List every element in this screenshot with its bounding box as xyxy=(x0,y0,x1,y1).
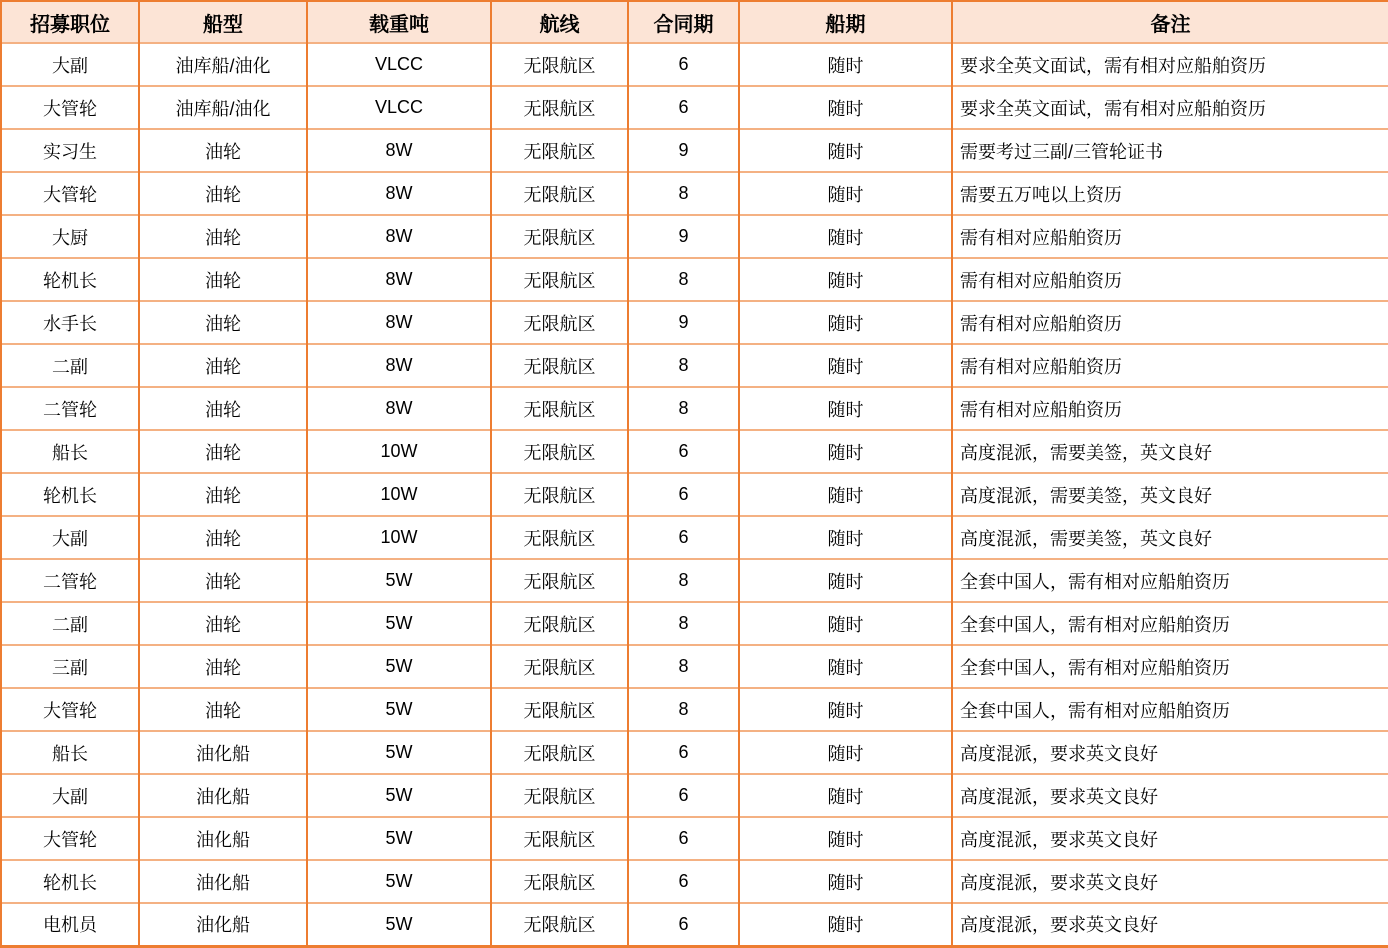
cell-position: 轮机长 xyxy=(1,258,139,301)
table-row xyxy=(1,688,1388,731)
cell-ship-type: 油化船 xyxy=(139,903,307,946)
cell-position: 二副 xyxy=(1,602,139,645)
cell-ship-type: 油轮 xyxy=(139,172,307,215)
table-row xyxy=(1,86,1388,129)
cell-position: 大管轮 xyxy=(1,688,139,731)
table-row xyxy=(1,602,1388,645)
cell-remarks: 高度混派，要求英文良好 xyxy=(952,860,1388,903)
cell-contract: 6 xyxy=(628,86,739,129)
cell-remarks: 高度混派，需要美签，英文良好 xyxy=(952,473,1388,516)
cell-route: 无限航区 xyxy=(491,258,628,301)
cell-ship-type: 油化船 xyxy=(139,860,307,903)
cell-ship-date: 随时 xyxy=(739,860,952,903)
cell-remarks: 需有相对应船舶资历 xyxy=(952,387,1388,430)
cell-route: 无限航区 xyxy=(491,860,628,903)
cell-remarks: 需有相对应船舶资历 xyxy=(952,215,1388,258)
cell-route: 无限航区 xyxy=(491,43,628,86)
cell-ship-date: 随时 xyxy=(739,731,952,774)
cell-ship-type: 油库船/油化 xyxy=(139,43,307,86)
cell-remarks: 高度混派，需要美签，英文良好 xyxy=(952,430,1388,473)
cell-position: 二副 xyxy=(1,344,139,387)
cell-remarks: 要求全英文面试，需有相对应船舶资历 xyxy=(952,86,1388,129)
cell-ship-type: 油轮 xyxy=(139,430,307,473)
table-row xyxy=(1,817,1388,860)
cell-contract: 8 xyxy=(628,688,739,731)
cell-ship-type: 油轮 xyxy=(139,516,307,559)
cell-ship-type: 油轮 xyxy=(139,258,307,301)
cell-route: 无限航区 xyxy=(491,645,628,688)
column-header-remarks: 备注 xyxy=(952,1,1388,43)
cell-dwt: 10W xyxy=(307,430,491,473)
cell-contract: 6 xyxy=(628,516,739,559)
table-row xyxy=(1,172,1388,215)
header-row xyxy=(1,1,1388,43)
cell-contract: 8 xyxy=(628,602,739,645)
cell-position: 大副 xyxy=(1,516,139,559)
table-row xyxy=(1,774,1388,817)
cell-dwt: 5W xyxy=(307,602,491,645)
cell-position: 大管轮 xyxy=(1,817,139,860)
cell-position: 二管轮 xyxy=(1,559,139,602)
cell-remarks: 全套中国人，需有相对应船舶资历 xyxy=(952,688,1388,731)
cell-position: 二管轮 xyxy=(1,387,139,430)
cell-route: 无限航区 xyxy=(491,387,628,430)
cell-ship-date: 随时 xyxy=(739,559,952,602)
cell-remarks: 全套中国人，需有相对应船舶资历 xyxy=(952,602,1388,645)
table-body xyxy=(1,43,1388,946)
column-header-ship-type: 船型 xyxy=(139,1,307,43)
table-row xyxy=(1,645,1388,688)
cell-contract: 6 xyxy=(628,430,739,473)
cell-contract: 6 xyxy=(628,817,739,860)
column-header-route: 航线 xyxy=(491,1,628,43)
table-row xyxy=(1,516,1388,559)
cell-remarks: 高度混派，要求英文良好 xyxy=(952,817,1388,860)
cell-ship-type: 油化船 xyxy=(139,731,307,774)
cell-remarks: 高度混派，要求英文良好 xyxy=(952,774,1388,817)
cell-remarks: 需要五万吨以上资历 xyxy=(952,172,1388,215)
cell-remarks: 需有相对应船舶资历 xyxy=(952,258,1388,301)
cell-route: 无限航区 xyxy=(491,559,628,602)
table-row xyxy=(1,903,1388,946)
cell-remarks: 全套中国人，需有相对应船舶资历 xyxy=(952,645,1388,688)
cell-ship-date: 随时 xyxy=(739,516,952,559)
cell-ship-type: 油轮 xyxy=(139,301,307,344)
table-row xyxy=(1,301,1388,344)
cell-position: 船长 xyxy=(1,731,139,774)
cell-dwt: VLCC xyxy=(307,43,491,86)
cell-route: 无限航区 xyxy=(491,903,628,946)
table-row xyxy=(1,215,1388,258)
table-row xyxy=(1,258,1388,301)
cell-ship-type: 油轮 xyxy=(139,215,307,258)
table-row xyxy=(1,473,1388,516)
cell-position: 大厨 xyxy=(1,215,139,258)
cell-ship-type: 油轮 xyxy=(139,688,307,731)
table-row xyxy=(1,129,1388,172)
cell-ship-date: 随时 xyxy=(739,645,952,688)
cell-route: 无限航区 xyxy=(491,817,628,860)
cell-ship-type: 油库船/油化 xyxy=(139,86,307,129)
cell-route: 无限航区 xyxy=(491,688,628,731)
cell-ship-date: 随时 xyxy=(739,258,952,301)
cell-contract: 6 xyxy=(628,774,739,817)
cell-remarks: 高度混派，要求英文良好 xyxy=(952,903,1388,946)
cell-ship-type: 油轮 xyxy=(139,387,307,430)
cell-ship-date: 随时 xyxy=(739,215,952,258)
table-row xyxy=(1,860,1388,903)
cell-dwt: VLCC xyxy=(307,86,491,129)
table-row xyxy=(1,344,1388,387)
cell-dwt: 10W xyxy=(307,516,491,559)
cell-contract: 8 xyxy=(628,559,739,602)
cell-contract: 8 xyxy=(628,387,739,430)
column-header-dwt: 载重吨 xyxy=(307,1,491,43)
cell-ship-date: 随时 xyxy=(739,774,952,817)
cell-dwt: 8W xyxy=(307,344,491,387)
cell-contract: 8 xyxy=(628,645,739,688)
cell-route: 无限航区 xyxy=(491,172,628,215)
cell-dwt: 8W xyxy=(307,387,491,430)
cell-ship-type: 油轮 xyxy=(139,344,307,387)
table-row xyxy=(1,559,1388,602)
cell-dwt: 5W xyxy=(307,559,491,602)
cell-dwt: 10W xyxy=(307,473,491,516)
cell-ship-date: 随时 xyxy=(739,43,952,86)
cell-position: 实习生 xyxy=(1,129,139,172)
column-header-position: 招募职位 xyxy=(1,1,139,43)
cell-ship-date: 随时 xyxy=(739,688,952,731)
cell-dwt: 8W xyxy=(307,172,491,215)
cell-remarks: 要求全英文面试，需有相对应船舶资历 xyxy=(952,43,1388,86)
cell-route: 无限航区 xyxy=(491,731,628,774)
table-row xyxy=(1,430,1388,473)
cell-position: 大副 xyxy=(1,43,139,86)
cell-position: 水手长 xyxy=(1,301,139,344)
cell-position: 船长 xyxy=(1,430,139,473)
column-header-ship-date: 船期 xyxy=(739,1,952,43)
cell-contract: 6 xyxy=(628,731,739,774)
cell-position: 大管轮 xyxy=(1,86,139,129)
cell-remarks: 高度混派，要求英文良好 xyxy=(952,731,1388,774)
cell-route: 无限航区 xyxy=(491,602,628,645)
cell-ship-type: 油轮 xyxy=(139,602,307,645)
cell-dwt: 5W xyxy=(307,860,491,903)
cell-position: 轮机长 xyxy=(1,860,139,903)
cell-route: 无限航区 xyxy=(491,430,628,473)
cell-ship-date: 随时 xyxy=(739,602,952,645)
cell-ship-date: 随时 xyxy=(739,172,952,215)
cell-contract: 8 xyxy=(628,172,739,215)
cell-dwt: 5W xyxy=(307,774,491,817)
cell-ship-date: 随时 xyxy=(739,86,952,129)
cell-dwt: 5W xyxy=(307,817,491,860)
cell-route: 无限航区 xyxy=(491,516,628,559)
cell-ship-date: 随时 xyxy=(739,387,952,430)
cell-dwt: 5W xyxy=(307,688,491,731)
cell-contract: 6 xyxy=(628,473,739,516)
cell-remarks: 需有相对应船舶资历 xyxy=(952,301,1388,344)
cell-dwt: 8W xyxy=(307,258,491,301)
cell-dwt: 8W xyxy=(307,301,491,344)
table-header xyxy=(1,1,1388,43)
cell-dwt: 8W xyxy=(307,129,491,172)
cell-ship-date: 随时 xyxy=(739,129,952,172)
cell-contract: 8 xyxy=(628,258,739,301)
cell-ship-date: 随时 xyxy=(739,430,952,473)
table-row xyxy=(1,387,1388,430)
cell-position: 轮机长 xyxy=(1,473,139,516)
cell-ship-type: 油化船 xyxy=(139,817,307,860)
cell-position: 三副 xyxy=(1,645,139,688)
cell-dwt: 5W xyxy=(307,731,491,774)
cell-contract: 8 xyxy=(628,344,739,387)
cell-ship-type: 油轮 xyxy=(139,473,307,516)
table-row xyxy=(1,731,1388,774)
cell-position: 大管轮 xyxy=(1,172,139,215)
cell-position: 电机员 xyxy=(1,903,139,946)
table-row xyxy=(1,43,1388,86)
cell-remarks: 需要考过三副/三管轮证书 xyxy=(952,129,1388,172)
cell-route: 无限航区 xyxy=(491,774,628,817)
cell-route: 无限航区 xyxy=(491,129,628,172)
cell-route: 无限航区 xyxy=(491,86,628,129)
cell-ship-type: 油轮 xyxy=(139,645,307,688)
cell-ship-date: 随时 xyxy=(739,344,952,387)
cell-ship-type: 油化船 xyxy=(139,774,307,817)
cell-remarks: 全套中国人，需有相对应船舶资历 xyxy=(952,559,1388,602)
cell-ship-date: 随时 xyxy=(739,473,952,516)
cell-contract: 9 xyxy=(628,215,739,258)
cell-route: 无限航区 xyxy=(491,473,628,516)
cell-contract: 6 xyxy=(628,903,739,946)
cell-ship-date: 随时 xyxy=(739,817,952,860)
cell-ship-date: 随时 xyxy=(739,301,952,344)
cell-dwt: 8W xyxy=(307,215,491,258)
cell-dwt: 5W xyxy=(307,903,491,946)
cell-contract: 6 xyxy=(628,43,739,86)
cell-route: 无限航区 xyxy=(491,344,628,387)
cell-remarks: 需有相对应船舶资历 xyxy=(952,344,1388,387)
cell-contract: 9 xyxy=(628,301,739,344)
cell-position: 大副 xyxy=(1,774,139,817)
cell-contract: 6 xyxy=(628,860,739,903)
cell-contract: 9 xyxy=(628,129,739,172)
column-header-contract: 合同期 xyxy=(628,1,739,43)
cell-route: 无限航区 xyxy=(491,301,628,344)
cell-ship-type: 油轮 xyxy=(139,559,307,602)
cell-route: 无限航区 xyxy=(491,215,628,258)
cell-dwt: 5W xyxy=(307,645,491,688)
cell-ship-date: 随时 xyxy=(739,903,952,946)
cell-ship-type: 油轮 xyxy=(139,129,307,172)
cell-remarks: 高度混派，需要美签，英文良好 xyxy=(952,516,1388,559)
